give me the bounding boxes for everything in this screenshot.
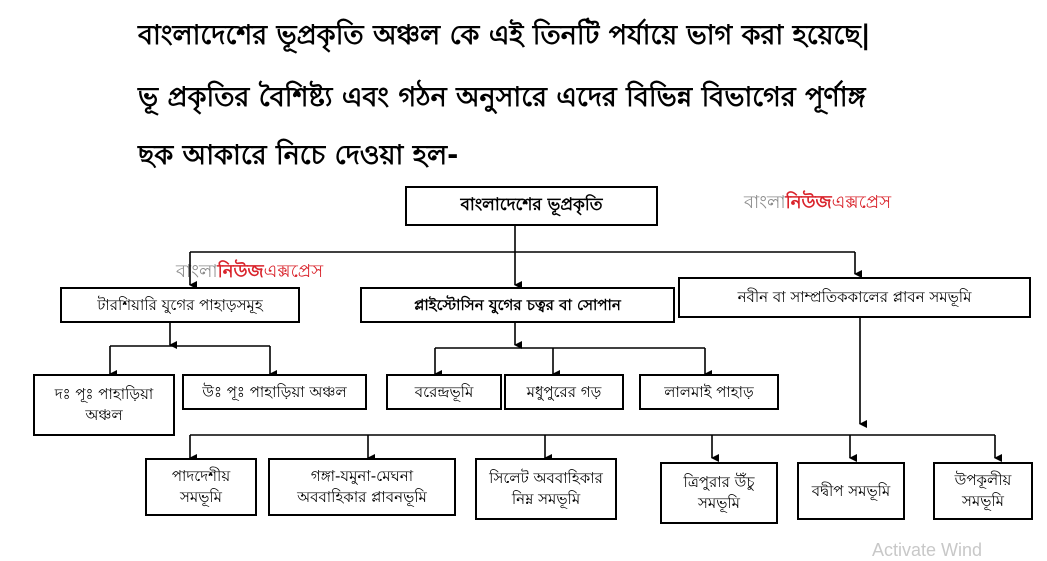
tripura-plain-node: ত্রিপুরার উঁচু সমভূমি xyxy=(660,462,778,524)
watermark-part2: নিউজ xyxy=(785,192,832,213)
watermark-part1: বাংলা xyxy=(744,192,786,213)
northeast-hills-node: উঃ পূঃ পাহাড়িয়া অঞ্চল xyxy=(182,374,367,410)
lalmai-hills-node: লালমাই পাহাড় xyxy=(639,374,779,410)
root-node: বাংলাদেশের ভূপ্রকৃতি xyxy=(405,186,658,226)
delta-plain-node: বদ্বীপ সমভূমি xyxy=(797,462,905,520)
southeast-hills-node: দঃ পূঃ পাহাড়িয়া অঞ্চল xyxy=(33,374,175,436)
watermark-part2: নিউজ xyxy=(217,261,264,282)
barind-tract-node: বরেন্দ্রভূমি xyxy=(386,374,502,410)
sylhet-basin-node: সিলেট অববাহিকার নিম্ন সমভূমি xyxy=(475,458,617,520)
madhupur-tract-node: মধুপুরের গড় xyxy=(504,374,624,410)
recent-floodplain-node: নবীন বা সাম্প্রতিককালের প্লাবন সমভূমি xyxy=(678,277,1031,318)
piedmont-plain-node: পাদদেশীয় সমভূমি xyxy=(145,458,257,516)
tertiary-hills-node: টারশিয়ারি যুগের পাহাড়সমূহ xyxy=(60,287,300,323)
watermark-part1: বাংলা xyxy=(176,261,218,282)
intro-line-3: ছক আকারে নিচে দেওয়া হল- xyxy=(138,140,459,171)
watermark-part3: এক্সপ্রেস xyxy=(831,192,892,213)
intro-line-1: বাংলাদেশের ভূপ্রকৃতি অঞ্চল কে এই তিনটি পর্যায়ে ভাগ করা হয়েছে| xyxy=(138,20,871,51)
activation-notice: Activate Wind xyxy=(872,540,983,560)
pleistocene-terrace-node: প্লাইস্টোসিন যুগের চত্বর বা সোপান xyxy=(360,287,675,323)
intro-line-2: ভূ প্রকৃতির বৈশিষ্ট্য এবং গঠন অনুসারে এদের বিভিন্ন বিভাগের পূর্ণাঙ্গ xyxy=(138,82,866,113)
coastal-plain-node: উপকূলীয় সমভূমি xyxy=(933,462,1033,520)
ganges-floodplain-node: গঙ্গা-যমুনা-মেঘনা অববাহিকার প্লাবনভূমি xyxy=(268,458,456,516)
watermark-part3: এক্সপ্রেস xyxy=(263,261,324,282)
